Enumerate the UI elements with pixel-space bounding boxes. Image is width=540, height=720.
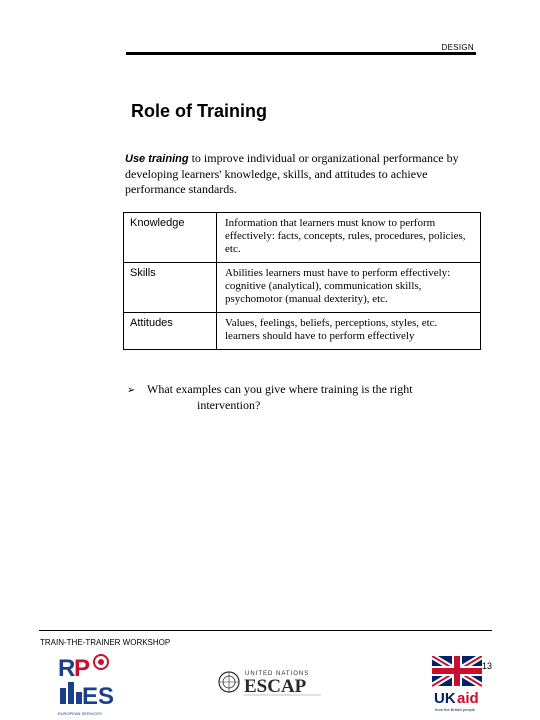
arrow-bullet-icon: ➢ [127,385,136,396]
question-bullet [127,382,413,412]
footer-rule [39,630,492,631]
question-line-2: intervention? [197,398,261,412]
svg-text:aid: aid [457,690,479,707]
header-rule [126,52,476,55]
escap-logo [217,668,325,698]
table-term: Knowledge [124,213,217,263]
page-title: Role of Training [131,101,268,121]
rpes-logo [56,652,114,716]
question-line-1: What examples can you give where training is the right [147,382,413,396]
table-desc: Values, feelings, beliefs, perceptions, styles, etc. learners should have to perform effectively [217,313,481,350]
table-row [124,263,481,313]
svg-text:from the British people: from the British people [435,707,476,712]
svg-text:UNITED NATIONS: UNITED NATIONS [245,671,310,677]
intro-lead: Use training [125,153,189,165]
rpes-tagline: EUROPEAN SERVICES [58,711,102,716]
un-escap-logo-icon [217,668,325,698]
table-term: Skills [124,263,217,313]
page-number: 13 [481,661,492,671]
training-table [123,212,481,350]
svg-text:ES: ES [82,683,114,710]
svg-text:P: P [74,655,91,682]
table-row [124,313,481,350]
table-term: Attitudes [124,313,217,350]
table-desc: Information that learners must know to perform effectively: facts, concepts, rules, procedures, policies, etc. [217,213,481,263]
intro-paragraph [125,151,480,197]
table-row [124,213,481,263]
table-desc: Abilities learners must have to perform effectively: cognitive (analytical), communication skills, psychomotor (manual dexterity), etc. [217,263,481,313]
svg-text:UK: UK [434,690,456,707]
svg-text:R: R [58,655,76,682]
union-flag-icon [432,656,482,714]
intro-text: to improve individual or organizational performance by developing learners' knowledge, skills, and attitudes to achieve performance standards. [125,151,459,196]
rpes-logo-icon [56,652,114,710]
ukaid-logo [432,656,482,714]
svg-text:ESCAP: ESCAP [244,676,307,697]
footer-workshop: TRAIN-THE-TRAINER WORKSHOP [40,638,171,647]
section-header: DESIGN [441,43,474,52]
